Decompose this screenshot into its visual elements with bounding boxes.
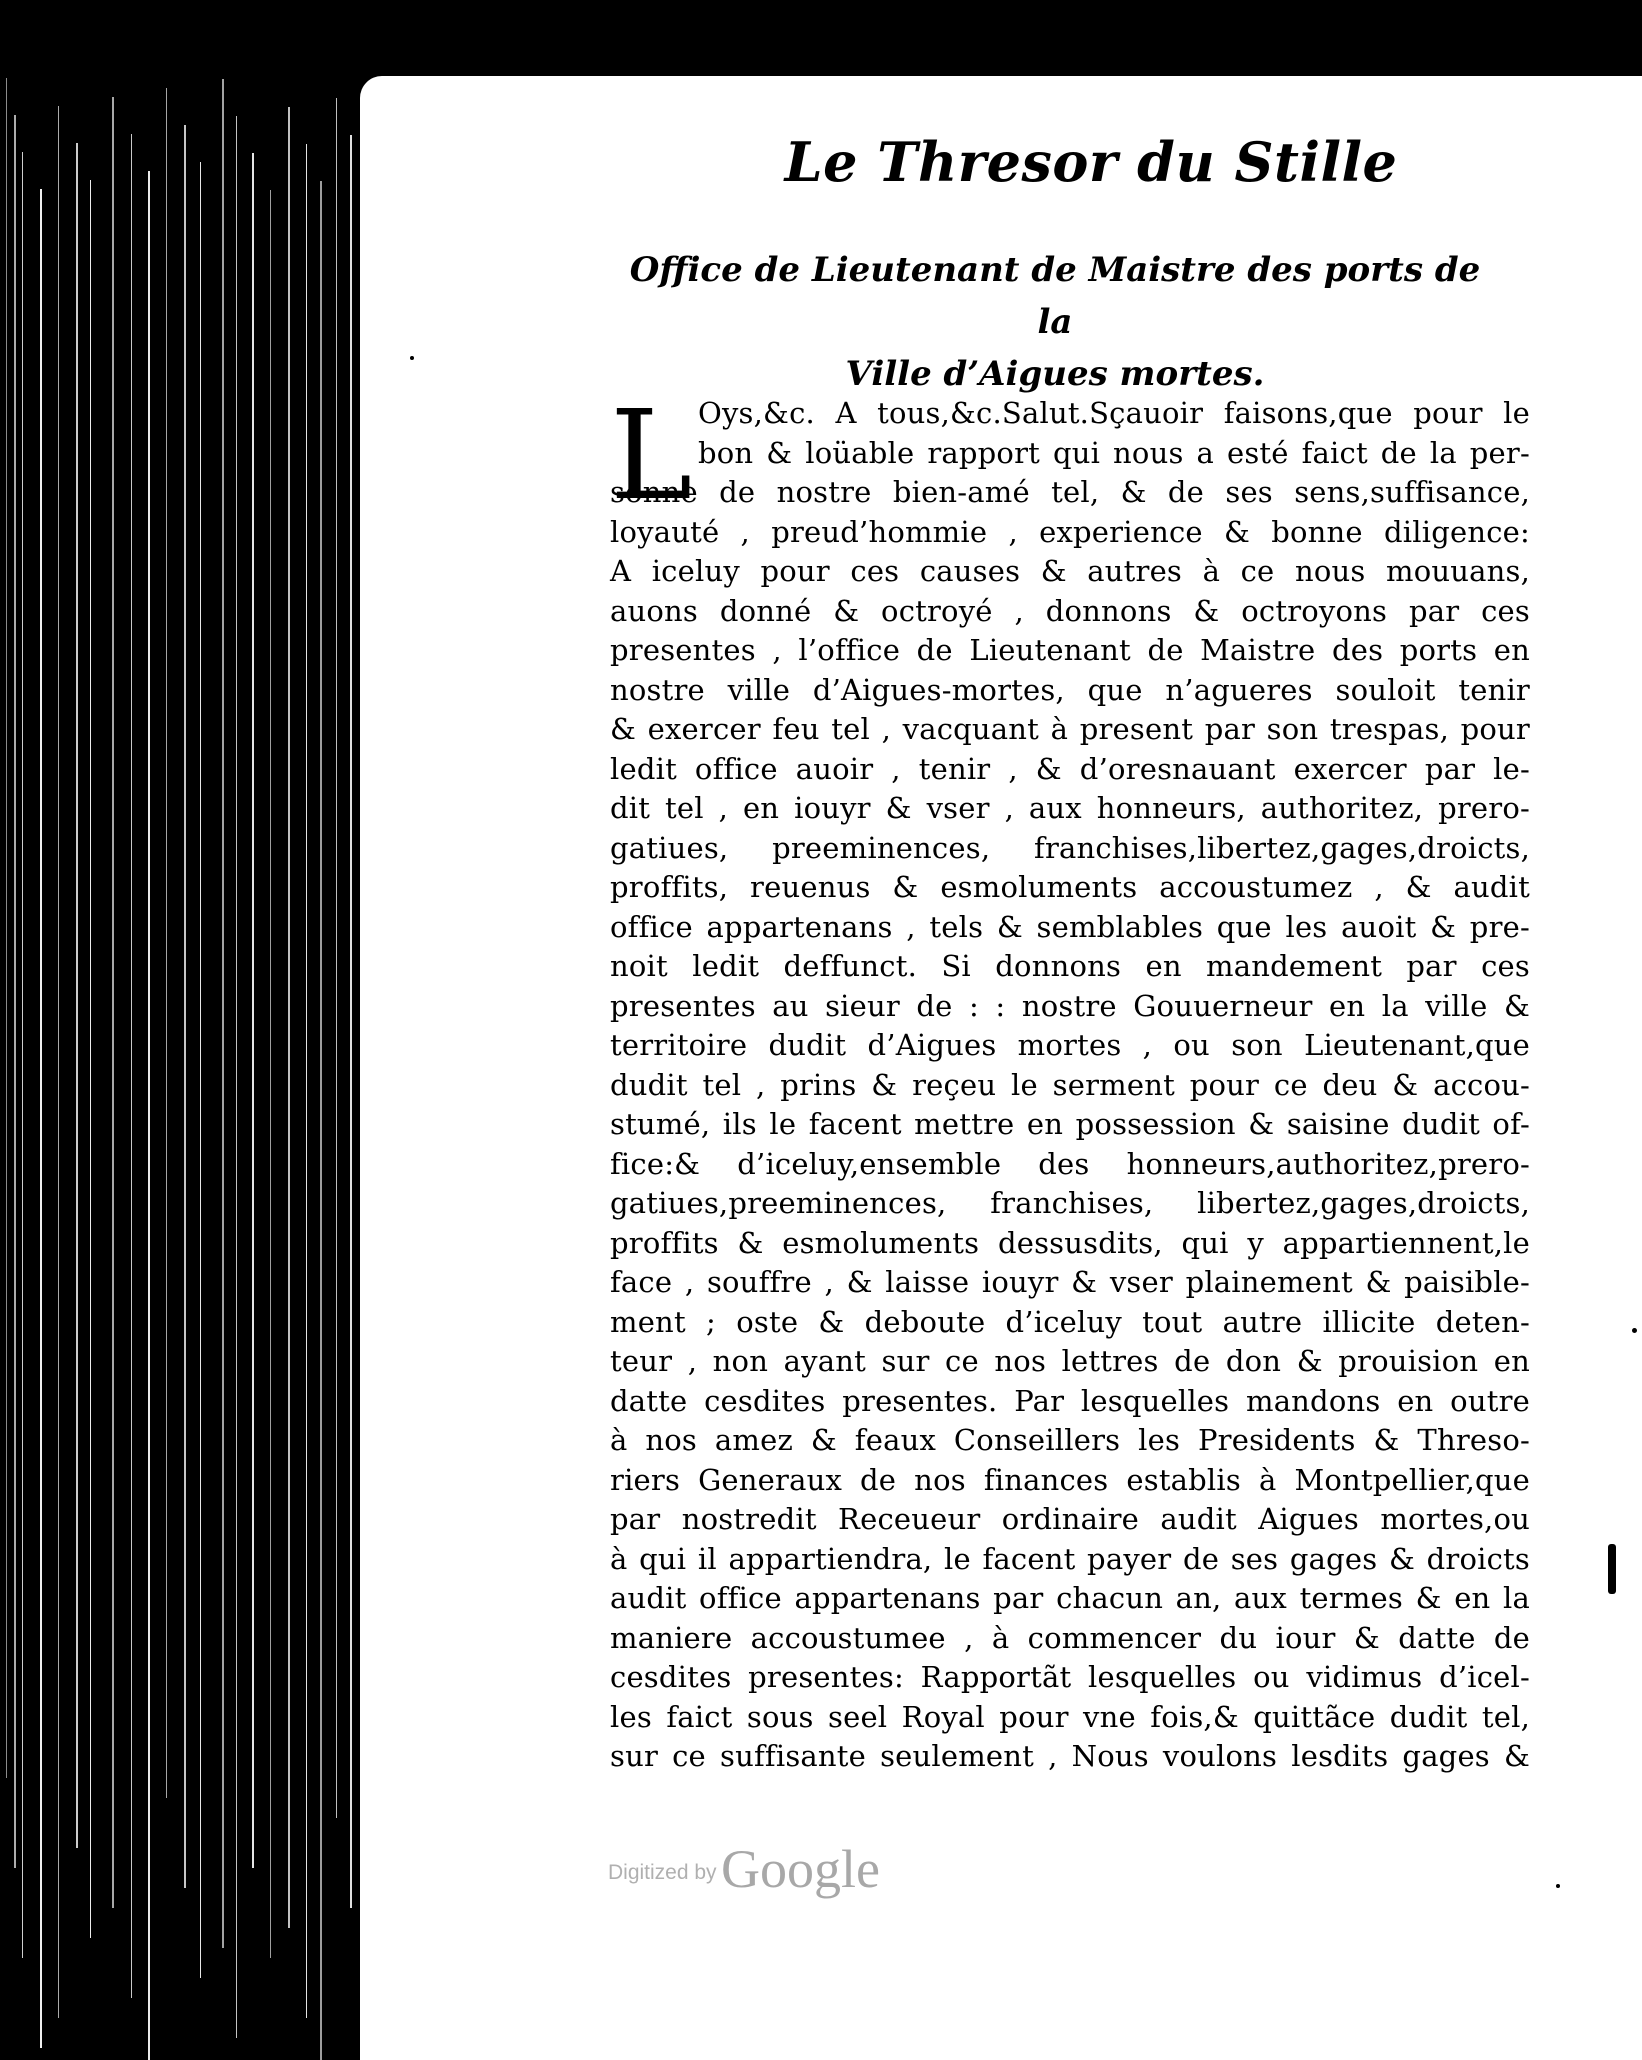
digitized-watermark bbox=[608, 1838, 880, 1900]
body-line: dit tel , en iouyr & vser , aux honneurs, authoritez, prero- bbox=[610, 791, 1530, 825]
spine-streak bbox=[166, 88, 167, 1798]
body-line: audit office appartenans par chacun an, aux termes & en la bbox=[610, 1581, 1530, 1615]
book-page bbox=[360, 76, 1642, 2060]
body-line: bon & loüable rapport qui nous a esté faict de la per- bbox=[698, 435, 1530, 470]
body-line: auons donné & octroyé , donnons & octroyons par ces bbox=[610, 593, 1530, 628]
spine-streak bbox=[14, 115, 16, 1868]
scan-top-border bbox=[0, 0, 1642, 78]
body-line: nostre ville d’Aigues-mortes, que n’agueres souloit tenir bbox=[610, 672, 1530, 707]
spine-streak bbox=[270, 190, 271, 1958]
spine-streak bbox=[320, 181, 322, 2060]
spine-streak bbox=[112, 97, 114, 1908]
body-line: datte cesdites presentes. Par lesquelles mandons en outre bbox=[610, 1383, 1530, 1418]
body-line: teur , non ayant sur ce nos lettres de don & prouision en bbox=[610, 1344, 1530, 1378]
body-line: sur ce suffisante seulement , Nous voulons lesdits gages & bbox=[610, 1739, 1530, 1773]
spine-streak bbox=[288, 107, 290, 1928]
spine-streak bbox=[200, 162, 201, 1978]
body-line: riers Generaux de nos finances establis à Montpellier,que bbox=[610, 1462, 1530, 1497]
body-line: Oys,&c. A tous,&c.Salut.Sçauoir faisons,que pour le bbox=[698, 396, 1530, 430]
body-line: gatiues,preeminences, franchises, libertez,gages,droicts, bbox=[610, 1186, 1530, 1220]
body-line: ledit office auoir , tenir , & d’oresnauant exercer par le- bbox=[610, 751, 1530, 786]
body-line: presentes au sieur de : : nostre Gouuerneur en la ville & bbox=[610, 988, 1530, 1023]
book-spine-edge bbox=[0, 78, 362, 2060]
section-title bbox=[610, 244, 1500, 400]
body-line: office appartenans , tels & semblables que les auoit & pre- bbox=[610, 909, 1530, 944]
body-line: sonne de nostre bien-amé tel, & de ses sens,suffisance, bbox=[610, 475, 1530, 509]
body-line: cesdites presentes: Rapportãt lesquelles ou vidimus d’icel- bbox=[610, 1660, 1530, 1694]
spine-streak bbox=[22, 152, 23, 1958]
spine-streak bbox=[236, 116, 237, 2038]
body-line: proffits, reuenus & esmoluments accoustumez , & audit bbox=[610, 870, 1530, 904]
watermark-prefix: Digitized by bbox=[608, 1861, 717, 1884]
spine-streak bbox=[6, 78, 7, 1778]
drop-cap: L bbox=[610, 384, 693, 528]
ink-speck bbox=[1608, 1544, 1616, 1594]
body-line: loyauté , preud’hommie , experience & bonne diligence: bbox=[610, 514, 1530, 549]
spine-streak bbox=[306, 144, 307, 2018]
spine-streak bbox=[184, 125, 186, 1888]
body-line: à qui il appartiendra, le facent payer de ses gages & droicts bbox=[610, 1541, 1530, 1576]
body-line: presentes , l’office de Lieutenant de Maistre des ports en bbox=[610, 633, 1530, 667]
body-line: stumé, ils le facent mettre en possession & saisine dudit of- bbox=[610, 1107, 1530, 1141]
body-text bbox=[610, 384, 1530, 1777]
body-line: fice:& d’iceluy,ensemble des honneurs,authoritez,prero- bbox=[610, 1146, 1530, 1181]
body-line: maniere accoustumee , à commencer du iour & datte de bbox=[610, 1620, 1530, 1655]
spine-streak bbox=[90, 180, 91, 1938]
running-head: Le Thresor du Stille bbox=[784, 130, 1398, 194]
watermark-brand: Google bbox=[721, 1839, 880, 1899]
spine-streak bbox=[148, 171, 150, 2060]
spine-streak bbox=[336, 98, 337, 1818]
body-line: A iceluy pour ces causes & autres à ce nous mouuans, bbox=[610, 554, 1530, 588]
body-line: ment ; oste & deboute d’iceluy tout autre illicite deten- bbox=[610, 1304, 1530, 1339]
spine-streak bbox=[131, 134, 132, 1998]
spine-streak bbox=[58, 106, 59, 2018]
section-title-line-2: Ville d’Aigues mortes. bbox=[845, 354, 1265, 394]
spine-streak bbox=[76, 143, 78, 1848]
body-line: dudit tel , prins & reçeu le serment pour ce deu & accou- bbox=[610, 1067, 1530, 1102]
spine-streak bbox=[350, 135, 352, 1908]
spine-streak bbox=[222, 79, 224, 1948]
body-line: territoire dudit d’Aigues mortes , ou son Lieutenant,que bbox=[610, 1028, 1530, 1062]
spine-streak bbox=[40, 189, 42, 2048]
body-line: noit ledit deffunct. Si donnons en mandement par ces bbox=[610, 949, 1530, 983]
body-line: proffits & esmoluments dessusdits, qui y appartiennent,le bbox=[610, 1225, 1530, 1260]
section-title-line-1: Office de Lieutenant de Maistre des ports de la bbox=[629, 250, 1481, 342]
spine-streak bbox=[252, 153, 254, 1868]
body-line: face , souffre , & laisse iouyr & vser plainement & paisible- bbox=[610, 1265, 1530, 1299]
body-line: gatiues, preeminences, franchises,libertez,gages,droicts, bbox=[610, 830, 1530, 865]
body-line: par nostredit Receueur ordinaire audit Aigues mortes,ou bbox=[610, 1502, 1530, 1536]
body-line: & exercer feu tel , vacquant à present par son trespas, pour bbox=[610, 712, 1530, 746]
ink-speck bbox=[410, 356, 414, 360]
ink-speck bbox=[1632, 1328, 1637, 1333]
body-line: à nos amez & feaux Conseillers les Presidents & Threso- bbox=[610, 1423, 1530, 1457]
ink-speck bbox=[1556, 1884, 1560, 1888]
body-line: les faict sous seel Royal pour vne fois,& quittãce dudit tel, bbox=[610, 1699, 1530, 1734]
